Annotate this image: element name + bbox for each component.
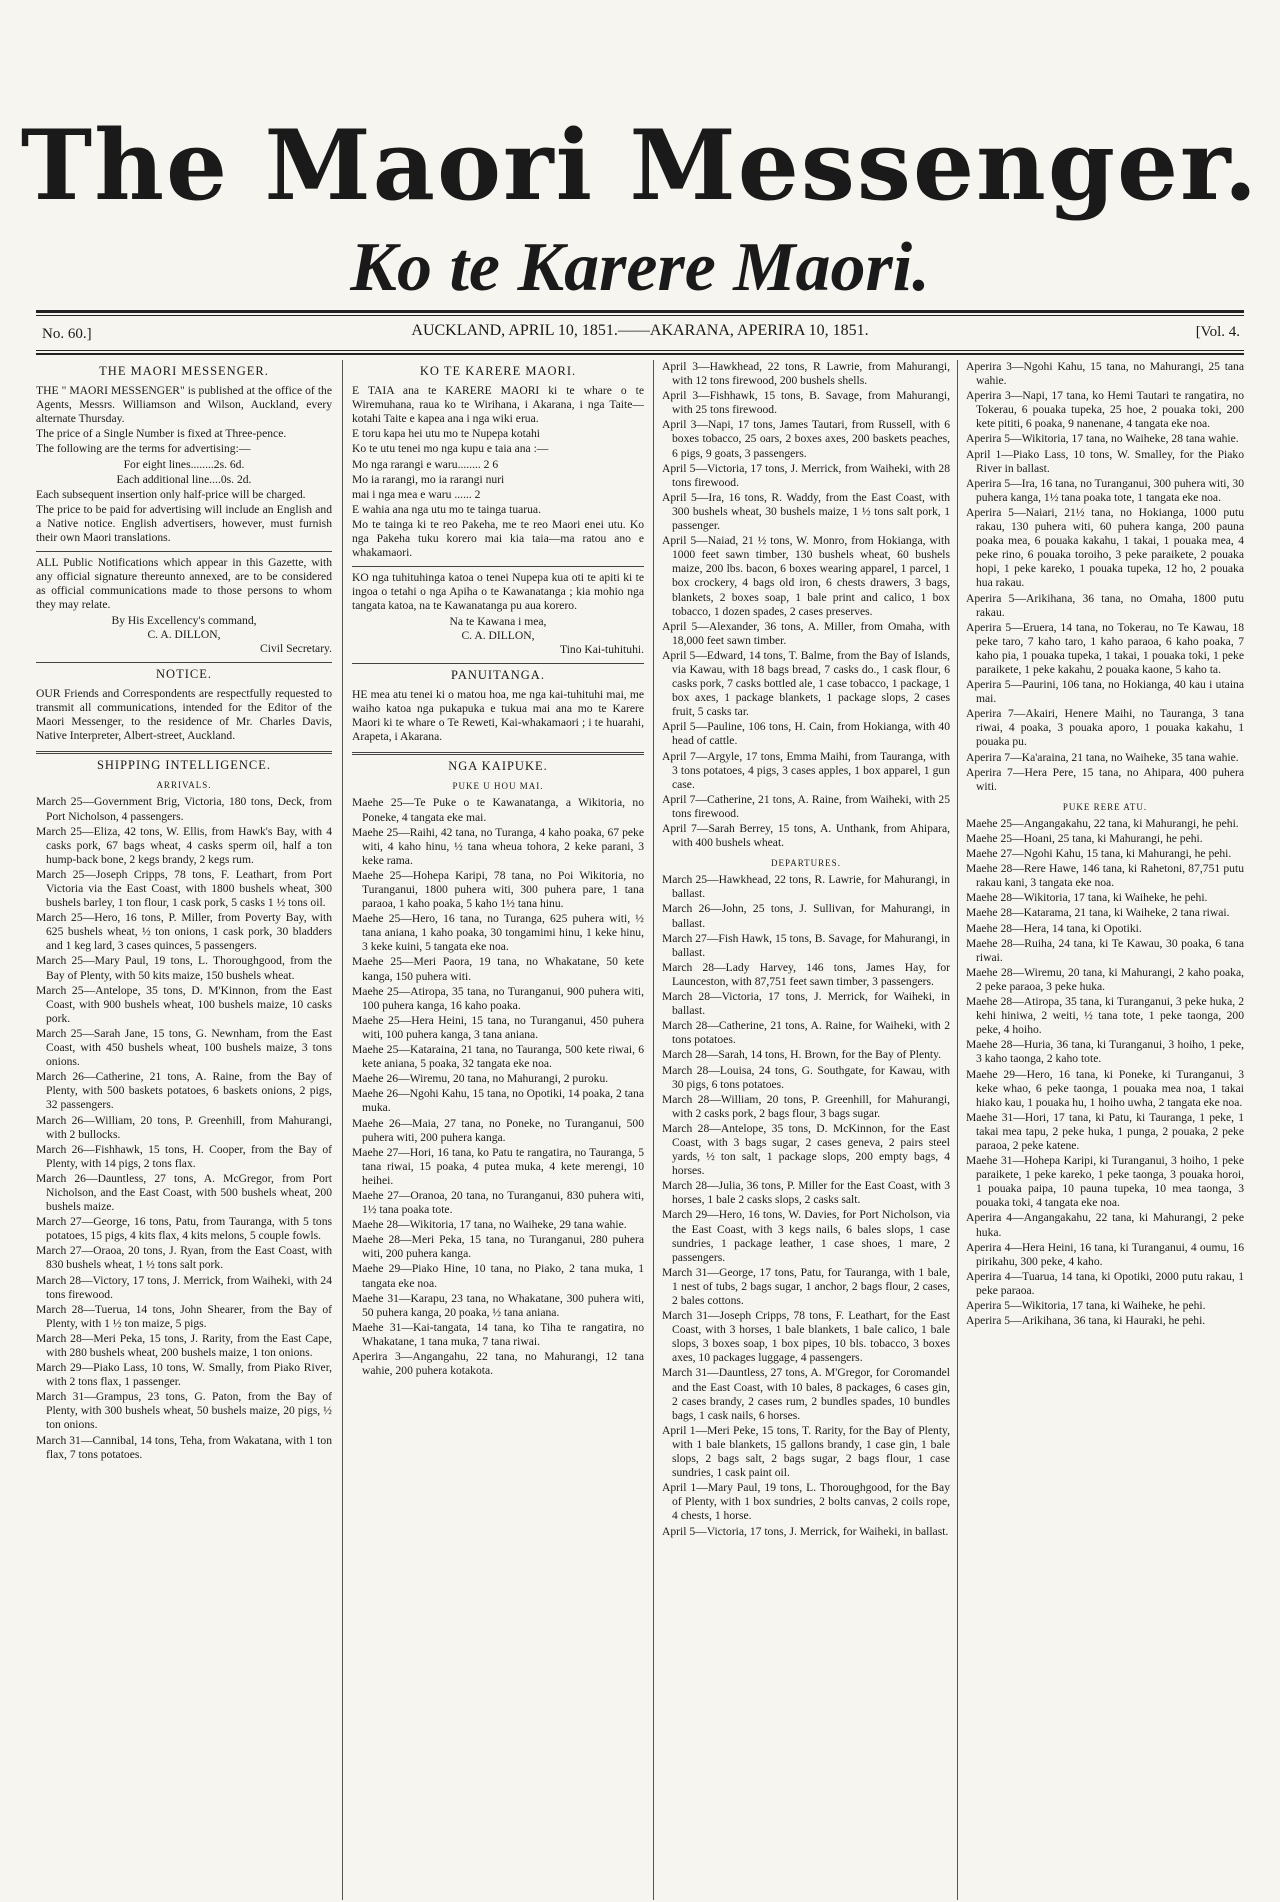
list-item: Aperira 7—Ka'araina, 21 tana, no Waiheke, 35 tana wahie. bbox=[966, 750, 1239, 764]
list-item: March 26—Dauntless, 27 tons, A. McGregor, from Port Nicholson, and the East Coast, with 500 bushels wheat, 200 bushels maize. bbox=[36, 1171, 332, 1214]
list-item: Aperira 5—Wikitoria, 17 tana, no Waiheke, 28 tana wahie. bbox=[966, 432, 1239, 446]
list-item: April 7—Argyle, 17 tons, Emma Maihi, from Tauranga, with 3 tons potatoes, 4 pigs, 3 cases apples, 1 box apparel, 1 gun case. bbox=[662, 749, 950, 791]
list-item: March 25—Hawkhead, 22 tons, R. Lawrie, for Mahurangi, in ballast. bbox=[662, 873, 950, 901]
rate-line: mai i nga mea e waru ...... 2 bbox=[352, 487, 481, 501]
heading-notice: NOTICE. bbox=[156, 666, 212, 681]
list-item: March 26—Fishhawk, 15 tons, H. Cooper, from the Bay of Plenty, with 14 pigs, 2 tons flax. bbox=[36, 1142, 332, 1170]
columns bbox=[36, 360, 1244, 1900]
dateline-rule-thick bbox=[36, 353, 1244, 355]
list-item: April 3—Fishhawk, 15 tons, B. Savage, from Mahurangi, with 25 tons firewood. bbox=[662, 389, 950, 417]
heading-puke-u-hou-mai: PUKE U HOU MAI. bbox=[452, 781, 544, 792]
notice-paragraph: KO nga tuhituhinga katoa o tenei Nupepa kua oti te apiti ki te ingoa o tetahi o nga Apiha o te Kawanatanga ; kia mohio nga tangata katoa, na te Kawanatanga pu aua korero. bbox=[352, 571, 644, 613]
masthead-rule bbox=[36, 310, 1244, 313]
heading-maori-messenger: THE MAORI MESSENGER. bbox=[99, 364, 269, 378]
list-item: March 25—Government Brig, Victoria, 180 tons, Deck, from Port Nicholson, 4 passengers. bbox=[36, 795, 332, 823]
list-item: Maehe 31—Hori, 17 tana, ki Patu, ki Tauranga, 1 peke, 1 takai mea tapu, 2 peke huka, 1 punga, 2 pouaka, 2 peke paraoa, 2 peke katene. bbox=[966, 1110, 1244, 1152]
masthead-title: The Maori Messenger. bbox=[20, 109, 1260, 222]
list-item: March 28—Catherine, 21 tons, A. Raine, for Waiheki, with 2 tons potatoes. bbox=[662, 1019, 950, 1047]
list-item: Aperira 4—Tuarua, 14 tana, ki Opotiki, 2000 putu rakau, 1 peke paraoa. bbox=[966, 1269, 1244, 1297]
list-item: Maehe 28—Wiremu, 20 tana, ki Mahurangi, 2 kaho poaka, 2 peke paraoa, 3 peke huka. bbox=[966, 965, 1244, 993]
heading-shipping: SHIPPING INTELLIGENCE. bbox=[96, 758, 272, 773]
list-item: March 25—Mary Paul, 19 tons, L. Thoroughgood, from the Bay of Plenty, with 50 kits maize, 150 bushels wheat. bbox=[36, 954, 332, 982]
list-item: Aperira 5—Paurini, 106 tana, no Hokianga, 40 kau i utaina mai. bbox=[966, 678, 1244, 706]
list-item: Maehe 28—Rere Hawe, 146 tana, ki Rahetoni, 87,751 putu rakau kani, 3 tangata eke noa. bbox=[966, 862, 1244, 890]
list-item: April 5—Naiad, 21 ½ tons, W. Monro, from Hokianga, with 1000 feet sawn timber, 130 bushels wheat, 60 bushels maize, 200 lbs. bacon, 6 boxes wearing apparel, 1 parcel, 1 box crockery, 4 bags old iron, 6 chests drawers, 3 bags, blankets, 2 boxes soap, 1 bale print and calico, 1 box tobacco, 1 dozen spades, 2 cases preserves. bbox=[662, 534, 950, 618]
list-item: Maehe 28—Meri Peka, 15 tana, no Turanganui, 280 puhera witi, 200 puhera kanga. bbox=[352, 1233, 644, 1261]
list-item: March 27—Oraoa, 20 tons, J. Ryan, from the East Coast, with 830 bushels wheat, 1 ½ tons salt pork. bbox=[36, 1244, 332, 1272]
list-item: Maehe 28—Wikitoria, 17 tana, no Waiheke, 29 tana wahie. bbox=[352, 1218, 627, 1232]
signature-name: C. A. DILLON, bbox=[147, 627, 221, 641]
signature-line: By His Excellency's command, bbox=[111, 613, 257, 627]
list-item: March 28—Lady Harvey, 146 tons, James Hay, for Launceston, with 87,751 feet sawn timber, 3 passengers. bbox=[662, 960, 950, 988]
list-item: March 26—John, 25 tons, J. Sullivan, for Mahurangi, in ballast. bbox=[662, 902, 950, 930]
dateline bbox=[36, 322, 1244, 344]
list-item: Maehe 28—Hera, 14 tana, ki Opotiki. bbox=[966, 921, 1142, 935]
list-item: March 25—Sarah Jane, 15 tons, G. Newnham, from the East Coast, with 450 bushels wheat, 100 bushels maize, 3 tons onions. bbox=[36, 1026, 332, 1069]
divider bbox=[352, 566, 644, 567]
list-item: April 5—Alexander, 36 tons, A. Miller, from Omaha, with 18,000 feet sawn timber. bbox=[662, 619, 950, 647]
list-item: Aperira 5—Ira, 16 tana, no Turanganui, 300 puhera witi, 30 puhera kanga, 1½ tana poaka tote, 1 tangata eke noa. bbox=[966, 476, 1244, 504]
notice-paragraph: ALL Public Notifications which appear in this Gazette, with any official signature thereunto annexed, are to be considered as official communications made to those persons to whom they may relate. bbox=[36, 556, 332, 612]
rate-line: For eight lines........2s. 6d. bbox=[123, 457, 245, 471]
list-item: March 31—Joseph Cripps, 78 tons, F. Leathart, for the East Coast, with 3 horses, 1 bale blankets, 1 bale calico, 1 bale slops, 3 boxes soap, 1 box pipes, 10 bls. tobacco, 3 boxes axes, 10 packages luggage, 4 passengers. bbox=[662, 1309, 950, 1365]
list-item: Maehe 26—Wiremu, 20 tana, no Mahurangi, 2 puroku. bbox=[352, 1072, 609, 1086]
list-item: April 5—Edward, 14 tons, T. Balme, from the Bay of Islands, via Kawau, with 18 bags bread, 7 casks do., 1 cask flour, 6 casks pork, 7 casks bottled ale, 1 case tobacco, 1 package, 1 box axes, 1 package blankets, 1 package slops, 2 cases fruit, 5 casks tar. bbox=[662, 648, 950, 719]
list-item: April 3—Napi, 17 tons, James Tautari, from Russell, with 6 boxes tobacco, 25 oars, 2 boxes axes, 200 baskets peaches, 6 pigs, 9 goats, 3 passengers. bbox=[662, 418, 950, 460]
column-2 bbox=[352, 360, 644, 1900]
signature-name: C. A. DILLON, bbox=[461, 628, 535, 642]
heading-arrivals: ARRIVALS. bbox=[156, 780, 212, 791]
list-item: March 25—Eliza, 42 tons, W. Ellis, from Hawk's Bay, with 4 casks pork, 67 bags wheat, 4 casks sperm oil, half a ton hump-back bone, 2 kegs brandy, 2 kegs rum. bbox=[36, 824, 332, 866]
divider bbox=[352, 752, 644, 755]
notice-paragraph: OUR Friends and Correspondents are respectfully requested to transmit all communications, intended for the Editor of the Maori Messenger, to the residence of Mr. Charles Davis, Native Interpreter, Albert-street, Auckland. bbox=[36, 686, 332, 743]
list-item: Maehe 27—Hori, 16 tana, ko Patu te rangatira, no Tauranga, 5 tana riwai, 15 poaka, 4 putea muka, 4 kete merengi, 10 heihei. bbox=[352, 1145, 644, 1187]
list-item: Maehe 28—Katarama, 21 tana, ki Waiheke, 2 tana riwai. bbox=[966, 906, 1230, 920]
paragraph: The following are the terms for advertising:— bbox=[36, 442, 251, 456]
list-item: Maehe 25—Angangakahu, 22 tana, ki Mahurangi, he pehi. bbox=[966, 816, 1239, 830]
list-item: Maehe 25—Hera Heini, 15 tana, no Turanganui, 450 puhera witi, 100 puhera kanga, 3 tana aniana. bbox=[352, 1013, 644, 1041]
paragraph: Each subsequent insertion only half-price will be charged. bbox=[36, 487, 306, 501]
list-item: April 5—Ira, 16 tons, R. Waddy, from the East Coast, with 300 bushels wheat, 30 bushels maize, 1 ½ tons salt pork, 1 passenger. bbox=[662, 490, 950, 533]
list-item: March 28—Meri Peka, 15 tons, J. Rarity, from the East Cape, with 280 bushels wheat, 200 bushels maize, 1 ton onions. bbox=[36, 1331, 332, 1359]
column-divider bbox=[653, 360, 654, 1900]
list-item: March 25—Antelope, 35 tons, D. M'Kinnon, from the East Coast, with 900 bushels wheat, 100 bushels maize, 10 casks pork. bbox=[36, 983, 332, 1025]
list-item: March 29—Hero, 16 tons, W. Davies, for Port Nicholson, via the East Coast, with 3 kegs nails, 6 bales slops, 1 case sundries, 1 package leather, 1 case shoes, 1 mare, 2 passengers. bbox=[662, 1208, 950, 1264]
column-1 bbox=[36, 360, 332, 1900]
list-item: Aperira 3—Ngohi Kahu, 15 tana, no Mahurangi, 25 tana wahie. bbox=[966, 360, 1244, 388]
masthead-rule-thin bbox=[36, 315, 1244, 316]
column-divider bbox=[342, 360, 343, 1900]
list-item: Maehe 25—Kataraina, 21 tana, no Tauranga, 500 kete riwai, 6 kete aniana, 5 poaka, 32 tangata eke noa. bbox=[352, 1043, 644, 1071]
list-item: Maehe 25—Hoani, 25 tana, ki Mahurangi, he pehi. bbox=[966, 832, 1203, 845]
list-item: Maehe 31—Kai-tangata, 14 tana, ko Tiha te rangatira, no Whakatane, 1 tana muka, 7 tana riwai. bbox=[352, 1320, 644, 1348]
list-item: Maehe 26—Maia, 27 tana, no Poneke, no Turanganui, 500 puhera witi, 200 puhera kanga. bbox=[352, 1116, 644, 1144]
masthead-subtitle: Ko te Karere Maori. bbox=[350, 229, 930, 306]
list-item: March 28—William, 20 tons, P. Greenhill, for Mahurangi, with 2 casks pork, 2 bags flour, 3 bags sugar. bbox=[662, 1092, 950, 1120]
list-item: Maehe 29—Piako Hine, 10 tana, no Piako, 2 tana muka, 1 tangata eke noa. bbox=[352, 1262, 644, 1290]
list-item: Maehe 27—Oranoa, 20 tana, no Turanganui, 830 puhera witi, 1½ tana poaka tote. bbox=[352, 1188, 644, 1217]
list-item: Aperira 4—Hera Heini, 16 tana, ki Turanganui, 4 oumu, 16 pirikahu, 300 peke, 4 kaho. bbox=[966, 1240, 1244, 1268]
list-item: March 25—Hero, 16 tons, P. Miller, from Poverty Bay, with 625 bushels wheat, ½ ton onions, 1 cask pork, 30 bladders and 1 keg lard, 3 cases quinces, 5 passengers. bbox=[36, 911, 332, 953]
list-item: March 27—Fish Hawk, 15 tons, B. Savage, for Mahurangi, in ballast. bbox=[662, 931, 950, 959]
list-item: Maehe 28—Ruiha, 24 tana, ki Te Kawau, 30 poaka, 6 tana riwai. bbox=[966, 936, 1244, 964]
list-item: March 26—William, 20 tons, P. Greenhill, from Mahurangi, with 2 bullocks. bbox=[36, 1113, 332, 1141]
list-item: Maehe 28—Huria, 36 tana, ki Turanganui, 3 hoiho, 1 peke, 3 kaho taonga, 2 kaho tote. bbox=[966, 1038, 1244, 1066]
heading-nga-kaipuke: NGA KAIPUKE. bbox=[448, 759, 548, 774]
list-item: Aperira 5—Wikitoria, 17 tana, ki Waiheke, he pehi. bbox=[966, 1299, 1206, 1312]
list-item: April 1—Mary Paul, 19 tons, L. Thoroughgood, for the Bay of Plenty, with 1 box sundries, 2 bolts canvas, 2 coils rope, 4 chests, 1 horse. bbox=[662, 1481, 950, 1523]
list-item: March 28—Sarah, 14 tons, H. Brown, for the Bay of Plenty. bbox=[662, 1048, 942, 1062]
list-item: Maehe 31—Karapu, 23 tana, no Whakatane, 300 puhera witi, 50 puhera kanga, 20 poaka, ½ tana aniana. bbox=[352, 1291, 644, 1319]
list-item: Maehe 28—Wikitoria, 17 tana, ki Waiheke, he pehi. bbox=[966, 891, 1208, 905]
list-item: April 1—Piako Lass, 10 tons, W. Smalley, for the Piako River in ballast. bbox=[966, 447, 1244, 475]
heading-karere-maori: KO TE KARERE MAORI. bbox=[419, 364, 577, 378]
list-item: Maehe 26—Ngohi Kahu, 15 tana, no Opotiki, 14 poaka, 2 tana muka. bbox=[352, 1087, 644, 1115]
list-item: April 7—Sarah Berrey, 15 tons, A. Unthank, from Ahipara, with 400 bushels wheat. bbox=[662, 822, 950, 850]
list-item: Aperira 4—Angangakahu, 22 tana, ki Mahurangi, 2 peke huka. bbox=[966, 1211, 1244, 1239]
list-item: Aperira 5—Eruera, 14 tana, no Tokerau, no Te Kawau, 18 peke taro, 7 kaho taro, 1 kaho paraoa, 6 kaho poaka, 7 kaho pia, 1 pouaka tupeka, 1 takai, 1 pouaka toki, 1 peke paraikete, 1 peke kakahu, 2 pouaka kaone, 5 kaho ta. bbox=[966, 620, 1244, 676]
list-item: March 28—Victoria, 17 tons, J. Merrick, for Waiheki, in ballast. bbox=[662, 990, 950, 1018]
paragraph: E TAIA ana te KARERE MAORI ki te whare o te Wiremuhana, raua ko te Wirihana, i Akarana, i nga Taite—kotahi Taite e kapea ana i nga wiki erua. bbox=[352, 384, 644, 426]
list-item: Maehe 25—Raihi, 42 tana, no Turanga, 4 kaho poaka, 67 peke witi, 4 kaho hinu, ½ tana wheua tohora, 2 keke parani, 3 keke rama. bbox=[352, 825, 644, 867]
volume-number: [Vol. 4. bbox=[1195, 324, 1240, 340]
heading-panuitanga: PANUITANGA. bbox=[451, 667, 545, 682]
paragraph: E toru kapa hei utu mo te Nupepa kotahi bbox=[352, 427, 541, 441]
column-3 bbox=[662, 360, 950, 1900]
rate-line: Mo nga rarangi e waru........ 2 6 bbox=[352, 457, 499, 471]
column-divider bbox=[957, 360, 958, 1900]
list-item: March 28—Tuerua, 14 tons, John Shearer, from the Bay of Plenty, with 1 ½ ton maize, 5 pigs. bbox=[36, 1302, 332, 1330]
list-item: March 29—Piako Lass, 10 tons, W. Smally, from Piako River, with 2 tons flax, 1 passenger. bbox=[36, 1361, 332, 1389]
list-item: April 1—Meri Peke, 15 tons, T. Rarity, for the Bay of Plenty, with 1 bale blankets, 15 gallons brandy, 1 case gin, 1 bale slops, 2 bags salt, 2 bags sugar, 2 bags flour, 1 case sundries, 1 cask paint oil. bbox=[662, 1423, 950, 1480]
list-item: Maehe 29—Hero, 16 tana, ki Poneke, ki Turanganui, 3 keke whao, 6 peke taonga, 1 pouaka mea noa, 1 takai hiako kau, 1 pouaka hu, 1 hoiho uwha, 2 tangata eke noa. bbox=[966, 1067, 1244, 1109]
paragraph: The price to be paid for advertising will include an English and a Native notice. English advertisers, however, must furnish their own Maori translations. bbox=[36, 502, 332, 545]
list-item: March 28—Victory, 17 tons, J. Merrick, from Waiheki, with 24 tons firewood. bbox=[36, 1273, 332, 1301]
list-item: Aperira 5—Naiari, 21½ tana, no Hokianga, 1000 putu rakau, 130 puhera witi, 60 puhera kanga, 200 pauna poaka mea, 6 pouaka kakahu, 1 takai, 1 pouaka mea, 4 peke rino, 6 pouaka toroiho, 3 peke paraikete, 2 pouaka hopi, 1 peke kareko, 1 pouaka tupeka, 12 ho, 2 pouaka hua rakau. bbox=[966, 505, 1244, 590]
paragraph: THE " MAORI MESSENGER" is published at the office of the Agents, Messrs. Williamson and Wilson, Auckland, every alternate Thursday. bbox=[36, 384, 332, 426]
list-item: Maehe 27—Ngohi Kahu, 15 tana, ki Mahurangi, he pehi. bbox=[966, 847, 1232, 861]
divider bbox=[352, 663, 644, 664]
list-item: March 28—Julia, 36 tons, P. Miller for the East Coast, with 3 horses, 1 bale 2 casks slops, 2 casks salt. bbox=[662, 1179, 950, 1207]
list-item: Maehe 25—Hohepa Karipi, 78 tana, no Poi Wikitoria, no Turanganui, 1800 puhera witi, 300 puhera pare, 1 tana paraoa, 1 kaho poaka, 5 kaho 1½ tana hinu. bbox=[352, 868, 644, 911]
paragraph: Mo te tainga ki te reo Pakeha, me te reo Maori enei utu. Ko nga Pakeha tuku korero mai kia taia—ma ratou ano e whakamaori. bbox=[352, 517, 644, 560]
list-item: March 28—Antelope, 35 tons, D. McKinnon, for the East Coast, with 3 bags sugar, 2 cases geneva, 2 pairs steel yards, ½ ton salt, 1 package slops, 200 empty bags, 4 horses. bbox=[662, 1121, 950, 1178]
column-4 bbox=[966, 360, 1244, 1900]
divider bbox=[36, 751, 332, 754]
signature-title: Tino Kai-tuhituhi. bbox=[560, 642, 644, 656]
notice-paragraph: HE mea atu tenei ki o matou hoa, me nga kai-tuhituhi mai, me waiho katoa nga pukapuka e tukua mai ana mo te Karere Maori ki te whare o Te Reweti, Kai-whakamaori ; i te huarahi, Arapeta, i Akarana. bbox=[352, 687, 644, 744]
list-item: March 31—Grampus, 23 tons, G. Paton, from the Bay of Plenty, with 300 bushels wheat, 50 bushels maize, 20 pigs, ½ ton onions. bbox=[36, 1390, 332, 1432]
list-item: March 25—Joseph Cripps, 78 tons, F. Leathart, from Port Victoria via the East Coast, with 1800 bushels wheat, 300 bushels barley, 1 ton flour, 1 cask pork, 5 casks 1 ½ tons oil. bbox=[36, 867, 332, 910]
rate-line: Each additional line....0s. 2d. bbox=[116, 472, 252, 486]
paragraph: Ko te utu tenei mo nga kupu e taia ana :— bbox=[352, 442, 549, 456]
list-item: Aperira 7—Akairi, Henere Maihi, no Tauranga, 3 tana riwai, 4 poaka, 3 pouaka aporo, 1 pouaka kakahu, 1 pouaka pu. bbox=[966, 707, 1244, 749]
list-item: March 26—Catherine, 21 tons, A. Raine, from the Bay of Plenty, with 500 baskets potatoes, 6 baskets onions, 2 pigs, 32 passengers. bbox=[36, 1070, 332, 1112]
heading-departures: DEPARTURES. bbox=[771, 858, 841, 869]
list-item: Aperira 3—Napi, 17 tana, ko Hemi Tautari te rangatira, no Tokerau, 6 pouaka tupeka, 25 hoe, 2 pouaka toki, 200 kete pititi, 6 poaka, 9 nanenane, 4 tangata eke noa. bbox=[966, 389, 1244, 431]
list-item: April 5—Pauline, 106 tons, H. Cain, from Hokianga, with 40 head of cattle. bbox=[662, 720, 950, 748]
heading-puke-rere-atu: PUKE RERE ATU. bbox=[1062, 801, 1148, 812]
list-item: March 27—George, 16 tons, Patu, from Tauranga, with 5 tons potatoes, 15 pigs, 4 kits flax, 4 kits melons, 5 couple fowls. bbox=[36, 1215, 332, 1243]
paragraph: E wahia ana nga utu mo te tainga tuarua. bbox=[352, 502, 541, 516]
list-item: Aperira 7—Hera Pere, 15 tana, no Ahipara, 400 puhera witi. bbox=[966, 765, 1244, 793]
list-item: April 5—Victoria, 17 tons, J. Merrick, for Waiheki, in ballast. bbox=[662, 1524, 949, 1538]
dateline-rule bbox=[36, 350, 1244, 351]
list-item: March 31—Dauntless, 27 tons, A. M'Gregor, for Coromandel and the East Coast, with 10 bales, 8 packages, 6 cases gin, 2 cases brandy, 2 cases rum, 2 bundles spades, 10 bundles bags, 1 cask nails, 6 horses. bbox=[662, 1366, 950, 1422]
list-item: Aperira 5—Arikihana, 36 tana, no Omaha, 1800 putu rakau. bbox=[966, 591, 1244, 619]
list-item: Maehe 25—Meri Paora, 19 tana, no Whakatane, 50 kete kanga, 150 puhera witi. bbox=[352, 955, 644, 983]
list-item: Aperira 3—Angangahu, 22 tana, no Mahurangi, 12 tana wahie, 200 puhera kotakota. bbox=[352, 1350, 644, 1378]
list-item: March 28—Louisa, 24 tons, G. Southgate, for Kawau, with 30 pigs, 6 tons potatoes. bbox=[662, 1063, 950, 1091]
list-item: April 7—Catherine, 21 tons, A. Raine, from Waiheki, with 25 tons firewood. bbox=[662, 792, 950, 820]
list-item: Maehe 25—Atiropa, 35 tana, no Turanganui, 900 puhera witi, 100 puhera kanga, 16 kaho poaka. bbox=[352, 984, 644, 1012]
list-item: March 31—George, 17 tons, Patu, for Tauranga, with 1 bale, 1 nest of tubs, 2 bags sugar, 1 anchor, 2 bags flour, 2 cases, 2 bales cottons. bbox=[662, 1265, 950, 1307]
issue-number: No. 60.] bbox=[42, 326, 92, 342]
signature-line: Na te Kawana i mea, bbox=[449, 614, 547, 628]
list-item: April 3—Hawkhead, 22 tons, R Lawrie, from Mahurangi, with 12 tons firewood, 200 bushels shells. bbox=[662, 360, 950, 388]
divider bbox=[36, 662, 332, 663]
rate-line: Mo ia rarangi, mo ia rarangi nuri bbox=[352, 472, 505, 486]
list-item: Maehe 25—Hero, 16 tana, no Turanga, 625 puhera witi, ½ tana aniana, 1 kaho poaka, 30 tongamimi hinu, 1 keke hinu, 3 keke kuini, 5 tangata eke noa. bbox=[352, 912, 644, 954]
list-item: Maehe 25—Te Puke o te Kawanatanga, a Wikitoria, no Poneke, 4 tangata eke mai. bbox=[352, 796, 644, 824]
list-item: Maehe 28—Atiropa, 35 tana, ki Turanganui, 3 peke huka, 2 kehi hiniwa, 2 weiti, ½ tana tote, 1 peke taonga, 200 peke, 4 hoiho. bbox=[966, 995, 1244, 1037]
issue-date: AUCKLAND, APRIL 10, 1851.——AKARANA, APERIRA 10, 1851. bbox=[411, 322, 869, 339]
list-item: Maehe 31—Hohepa Karipi, ki Turanganui, 3 hoiho, 1 peke paraikete, 1 peke kareko, 1 peke taonga, 3 pouaka horoi, 1 pouaka paipa, 10 pauna tupeka, 10 mea taonga, 3 pouaka toki, 4 tangata eke noa. bbox=[966, 1154, 1244, 1210]
paragraph: The price of a Single Number is fixed at Three-pence. bbox=[36, 427, 287, 441]
divider bbox=[36, 551, 332, 552]
list-item: Aperira 5—Arikihana, 36 tana, ki Hauraki, he pehi. bbox=[966, 1314, 1206, 1328]
list-item: April 5—Victoria, 17 tons, J. Merrick, from Waiheki, with 28 tons firewood. bbox=[662, 461, 950, 489]
list-item: March 31—Cannibal, 14 tons, Teha, from Wakatana, with 1 ton flax, 7 tons potatoes. bbox=[36, 1433, 332, 1461]
signature-title: Civil Secretary. bbox=[259, 641, 332, 655]
